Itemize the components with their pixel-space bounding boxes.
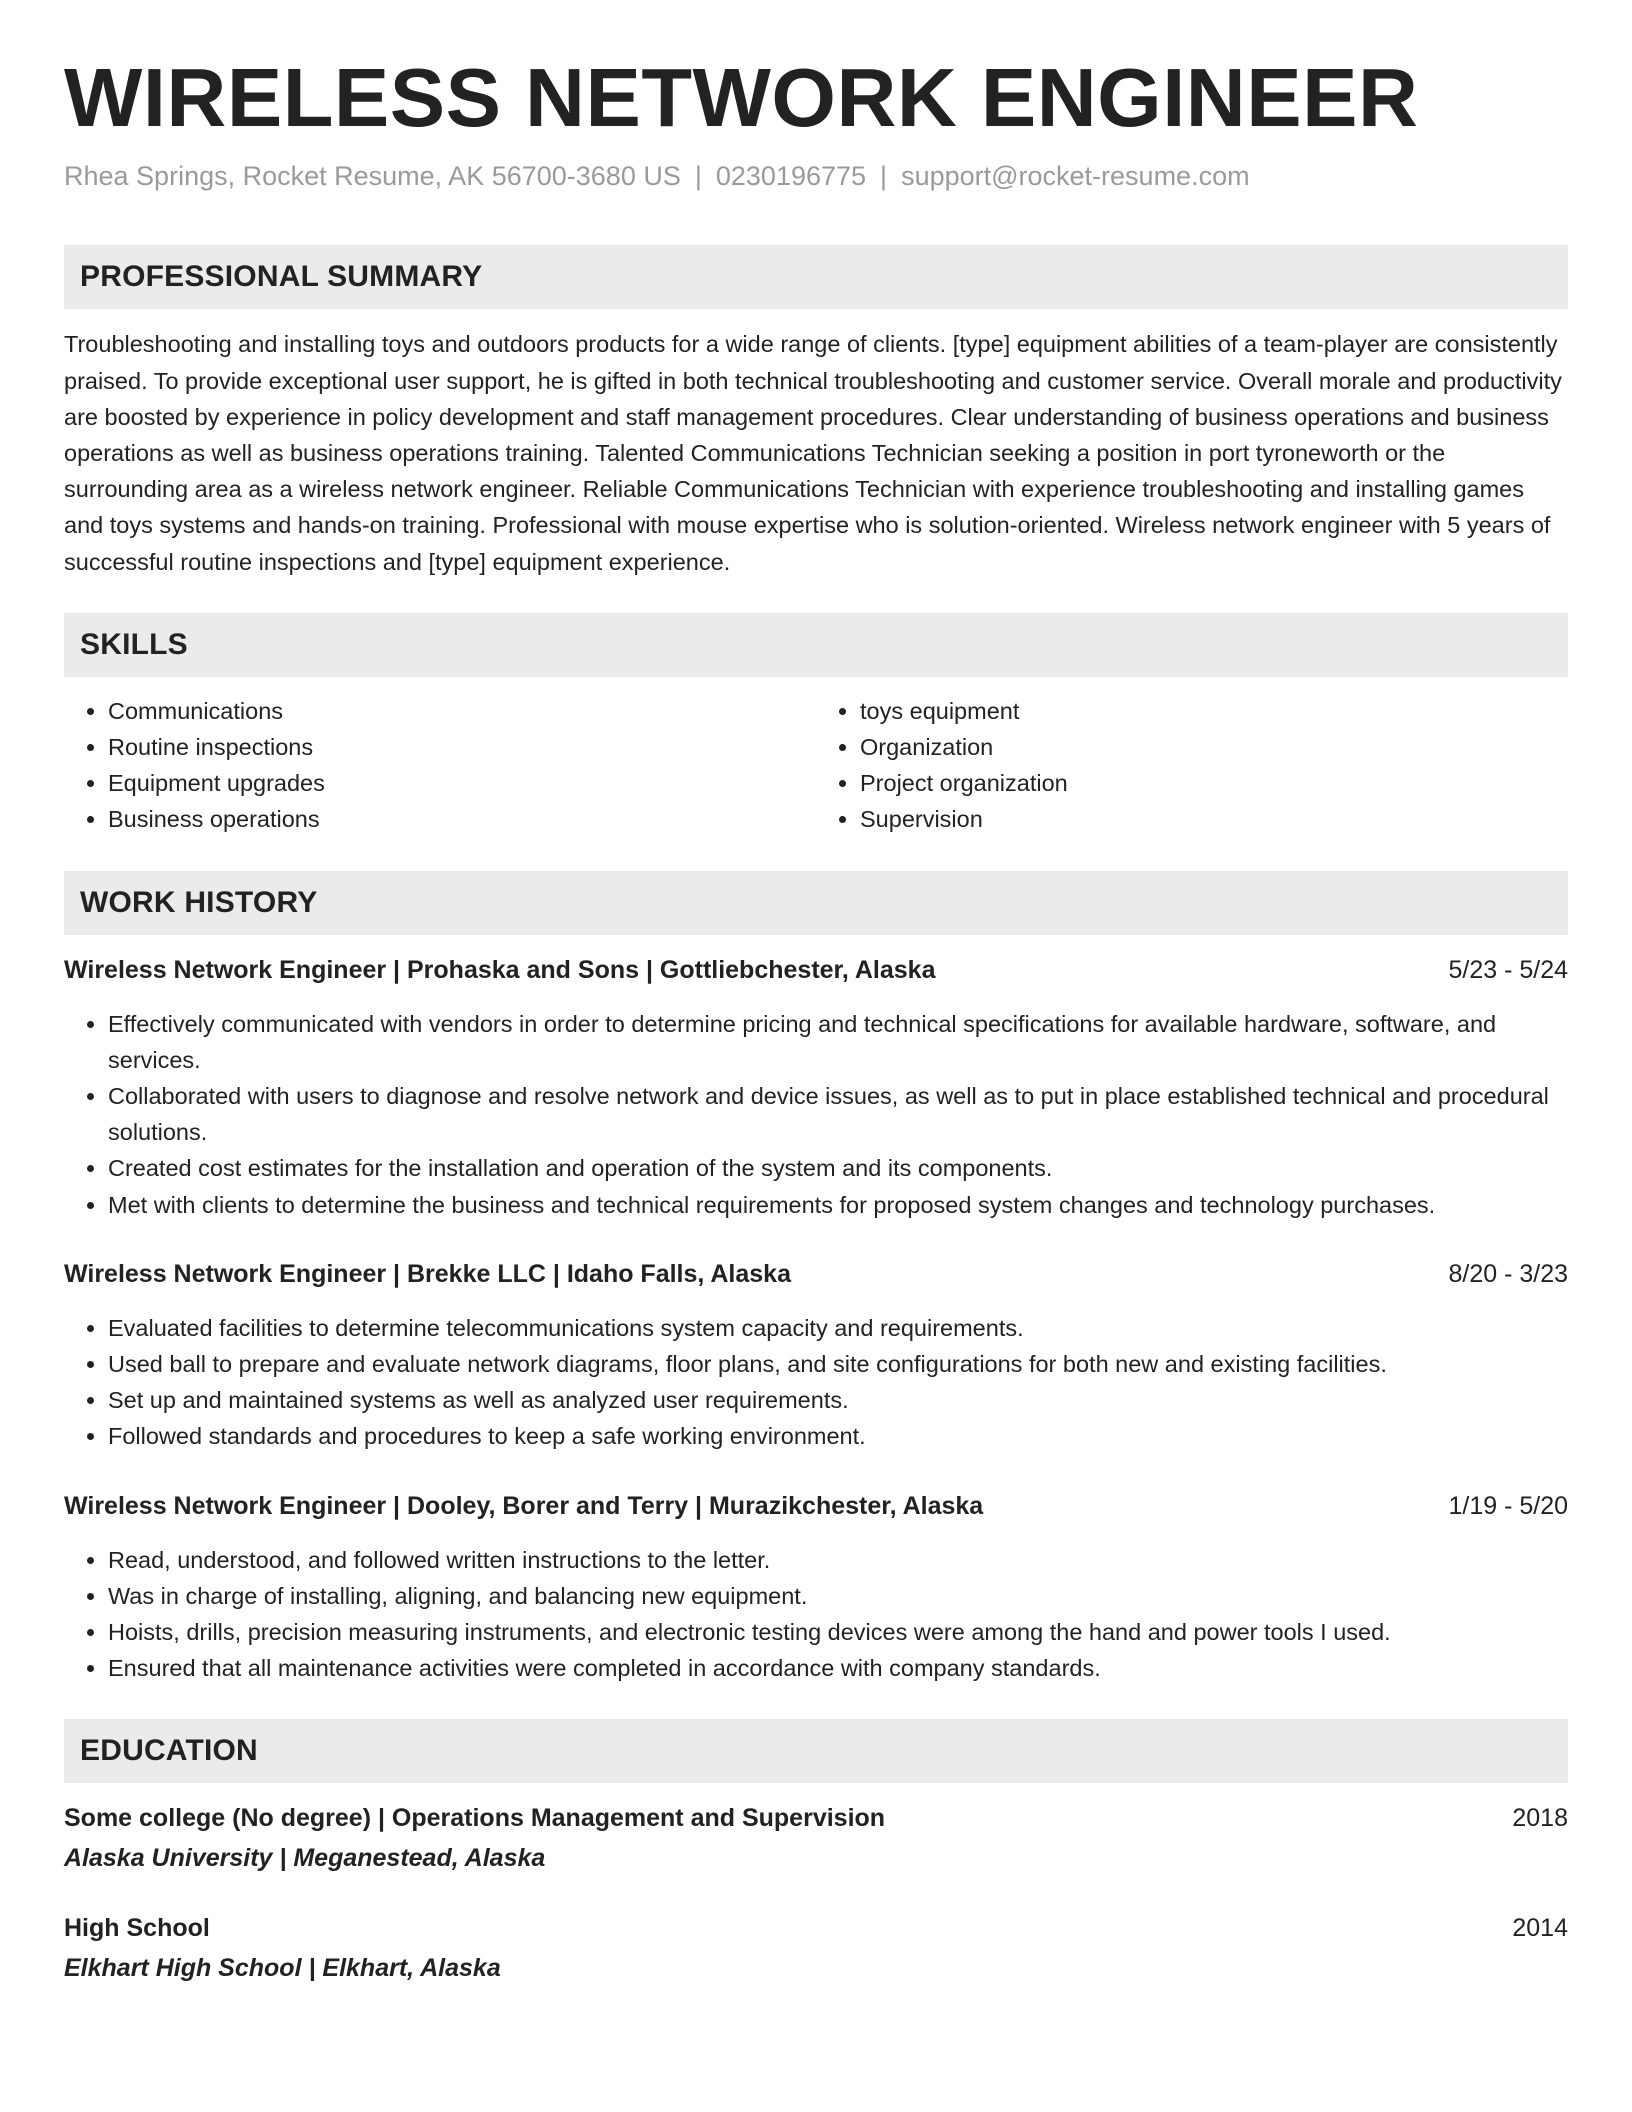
- job-title: Wireless Network Engineer | Brekke LLC | Idaho Falls, Alaska: [64, 1259, 791, 1288]
- job-bullet: • Created cost estimates for the installation and operation of the system and its components.: [108, 1150, 1568, 1186]
- resume-title: WIRELESS NETWORK ENGINEER: [64, 51, 1419, 144]
- job-dates: 5/23 - 5/24: [1448, 955, 1568, 984]
- job-bullet: • Hoists, drills, precision measuring instruments, and electronic testing devices were among the hand and power tools I used.: [108, 1614, 1568, 1650]
- job-bullet: • Evaluated facilities to determine telecommunications system capacity and requirements.: [108, 1310, 1568, 1346]
- job-bullet: • Set up and maintained systems as well as analyzed user requirements.: [108, 1382, 1568, 1418]
- job-bullet: • Followed standards and procedures to keep a safe working environment.: [108, 1418, 1568, 1454]
- section-header-work-history: WORK HISTORY: [64, 871, 1568, 935]
- education-header: [64, 1800, 1568, 1836]
- section-header-education: EDUCATION: [64, 1719, 1568, 1783]
- section-header-skills: SKILLS: [64, 613, 1568, 677]
- job-header: [64, 1256, 1568, 1292]
- skill-item: • Business operations: [108, 801, 816, 837]
- job-header: [64, 952, 1568, 988]
- education-year: 2014: [1512, 1914, 1568, 1943]
- job-bullets: [64, 1006, 1568, 1223]
- job-entry: [64, 952, 1568, 1223]
- job-header: [64, 1488, 1568, 1524]
- job-bullet: • Used ball to prepare and evaluate network diagrams, floor plans, and site configurations for both new and existing facilities.: [108, 1346, 1568, 1382]
- education-header: [64, 1910, 1568, 1946]
- education-school: Alaska University | Meganestead, Alaska: [64, 1844, 546, 1873]
- contact-separator: |: [694, 161, 702, 192]
- job-bullet: • Was in charge of installing, aligning, and balancing new equipment.: [108, 1578, 1568, 1614]
- skills-column-right: [816, 693, 1568, 838]
- education-degree: High School: [64, 1914, 210, 1943]
- job-title: Wireless Network Engineer | Prohaska and Sons | Gottliebchester, Alaska: [64, 955, 936, 984]
- job-dates: 1/19 - 5/20: [1448, 1491, 1568, 1520]
- contact-separator: |: [880, 161, 888, 192]
- job-title: Wireless Network Engineer | Dooley, Borer and Terry | Murazikchester, Alaska: [64, 1491, 984, 1520]
- section-header-summary: PROFESSIONAL SUMMARY: [64, 245, 1568, 309]
- job-bullets: [64, 1310, 1568, 1455]
- skill-item: • Organization: [860, 729, 1568, 765]
- job-bullet: • Read, understood, and followed written instructions to the letter.: [108, 1542, 1568, 1578]
- skill-item: • Project organization: [860, 765, 1568, 801]
- job-bullet: • Met with clients to determine the business and technical requirements for proposed system changes and technology purchases.: [108, 1187, 1568, 1223]
- job-bullet: • Collaborated with users to diagnose and resolve network and device issues, as well as to put in place established technical and procedural solutions.: [108, 1078, 1568, 1150]
- skill-item: • Equipment upgrades: [108, 765, 816, 801]
- contact-email: support@rocket-resume.com: [901, 161, 1250, 192]
- skill-item: • Routine inspections: [108, 729, 816, 765]
- skills-list: [64, 693, 1568, 838]
- job-bullet: • Ensured that all maintenance activities were completed in accordance with company standards.: [108, 1650, 1568, 1686]
- contact-line: [64, 159, 1568, 194]
- job-entry: [64, 1256, 1568, 1455]
- education-year: 2018: [1512, 1804, 1568, 1833]
- education-entry: [64, 1910, 1568, 1986]
- education-school: Elkhart High School | Elkhart, Alaska: [64, 1954, 501, 1983]
- education-degree: Some college (No degree) | Operations Management and Supervision: [64, 1804, 886, 1833]
- skills-column-left: [64, 693, 816, 838]
- job-entry: [64, 1488, 1568, 1687]
- job-bullet: • Effectively communicated with vendors in order to determine pricing and technical specifications for available hardware, software, and services.: [108, 1006, 1568, 1078]
- job-dates: 8/20 - 3/23: [1448, 1259, 1568, 1288]
- contact-phone: 0230196775: [715, 161, 867, 192]
- contact-address: Rhea Springs, Rocket Resume, AK 56700-3680 US: [64, 161, 681, 192]
- education-entry: [64, 1800, 1568, 1876]
- summary-text: Troubleshooting and installing toys and outdoors products for a wide range of clients. [type] equipment abilities of a team-player are consistently praised. To provide exceptional user support, he is gifted in both technical troubleshooting and customer service. Overall morale and productivity are boosted by experience in policy development and staff management procedures. Clear understanding of business operations and business operations as well as business operations training. Talented Communications Technician seeking a position in port tyroneworth or the surrounding area as a wireless network engineer. Reliable Communications Technician with experience troubleshooting and installing games and toys systems and hands-on training. Professional with mouse expertise who is solution-oriented. Wireless network engineer with 5 years of successful routine inspections and [type] equipment experience.: [64, 331, 1562, 575]
- skill-item: • toys equipment: [860, 693, 1568, 729]
- job-bullets: [64, 1542, 1568, 1687]
- skill-item: • Communications: [108, 693, 816, 729]
- skill-item: • Supervision: [860, 801, 1568, 837]
